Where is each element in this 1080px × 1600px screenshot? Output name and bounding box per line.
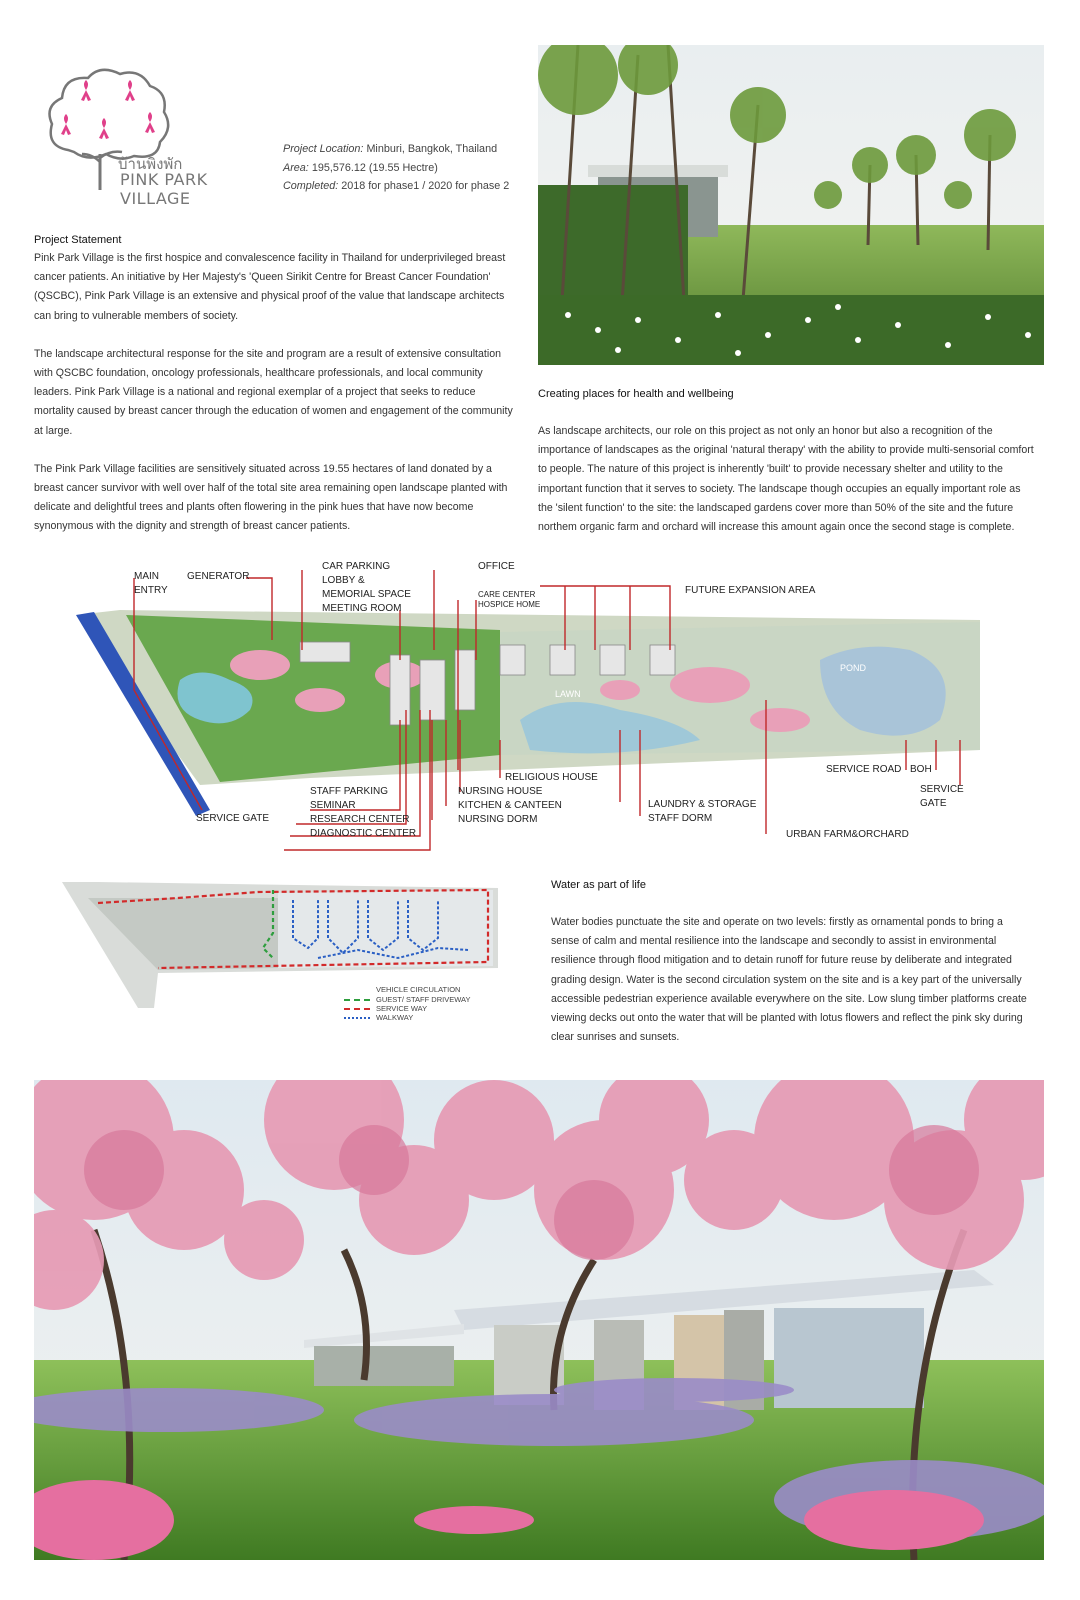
label-main-entry: MAIN ENTRY: [134, 571, 168, 596]
circulation-diagram: [58, 878, 508, 1048]
project-statement: [34, 234, 514, 537]
health-paragraph: As landscape architects, our role on this project as not only an honor but also a recognition of the importance of landscapes as the original 'natural therapy' with the ability to provide multi-sensorial comfort to people. The nature of this project is inherently 'built' to provide necessary shelter and utility to the important function that it serves to society. The landscape though occupies an equally important role as the 'silent function' to the site: the landscaped gardens cover more than 50% of the site and the future northem organic farm and orchard will increase this amount again once the second stage is complete.: [538, 425, 1034, 534]
legend-swatch-driveway: [344, 999, 370, 1001]
pond-label: POND: [840, 663, 867, 673]
logo-thai-name: บ้านพิงพัก: [118, 155, 183, 173]
legend-swatch-service: [344, 1008, 370, 1010]
location-label: Project Location:: [283, 143, 364, 155]
logo-name: PINK PARK VILLAGE: [120, 170, 208, 208]
circulation-legend: [344, 995, 514, 1022]
health-heading: Creating places for health and wellbeing: [538, 388, 734, 400]
statement-heading: Project Statement: [34, 234, 122, 246]
label-boh: BOH: [910, 764, 932, 775]
label-nursing: NURSING HOUSE KITCHEN & CANTEEN NURSING DORM: [458, 786, 562, 825]
label-generator: GENERATOR: [187, 571, 250, 582]
rendering-bottom: [34, 1080, 1044, 1560]
completed-value: 2018 for phase1 / 2020 for phase 2: [341, 180, 510, 192]
area-label: Area:: [283, 161, 309, 174]
legend-label: SERVICE WAY: [376, 1004, 428, 1013]
label-service-gate-right: SERVICE GATE: [920, 784, 964, 809]
lawn-label: LAWN: [555, 689, 581, 699]
logo: [40, 62, 270, 208]
statement-paragraph-3: The Pink Park Village facilities are sensitively situated across 19.55 hectares of land donated by a breast cancer survivor with well over half of the total site area remaining open landscape planted with delicate and delightful trees and plants often flowering in the pink hues that have now become synonymous with the dignity and strength of breast cancer patients.: [34, 462, 508, 533]
water-paragraph: Water bodies punctuate the site and operate on two levels: firstly as ornamental ponds to bring a sense of calm and mental resilience into the landscape and secondly to assist in environmental resilience through flood mitigation and to detain runoff for future reuse by deliberate and integrated grading design. Water is the second circulation system on the site and is a key part of the universally accessible pedestrian experience available everywhere on the site. Low slung timber platforms create viewing decks out onto the water that will be planted with lotus flowers and reflect the pink sky during clear sunrises and sunsets.: [551, 916, 1027, 1044]
label-service-road: SERVICE ROAD: [826, 764, 902, 775]
master-plan: [60, 561, 1060, 870]
legend-item: [344, 995, 514, 1004]
area-value: 195,576.12 (19.55 Hectre): [311, 161, 438, 174]
water-heading: Water as part of life: [551, 879, 646, 891]
legend-item: [344, 1013, 514, 1022]
completed-label: Completed:: [283, 180, 339, 192]
landscape-photo-top: [538, 45, 1044, 365]
water-section: [551, 879, 1031, 1047]
label-laundry: LAUNDRY & STORAGE STAFF DORM: [648, 799, 757, 824]
label-office: OFFICE: [478, 561, 515, 572]
label-service-gate-left: SERVICE GATE: [196, 813, 269, 824]
label-care-center: CARE CENTER HOSPICE HOME: [478, 590, 541, 609]
health-section: [538, 388, 1038, 537]
label-urban-farm: URBAN FARM&ORCHARD: [786, 829, 909, 840]
legend-label: WALKWAY: [376, 1013, 414, 1022]
legend-swatch-walkway: [344, 1017, 370, 1019]
label-staff-parking: STAFF PARKING SEMINAR RESEARCH CENTER DIAGNOSTIC CENTER: [310, 786, 417, 839]
legend-label: GUEST/ STAFF DRIVEWAY: [376, 995, 471, 1004]
statement-paragraph-1: Pink Park Village is the first hospice and convalescence facility in Thailand for underprivileged breast cancer patients. An initiative by Her Majesty's 'Queen Sirikit Centre for Breast Cancer Foundation' (QSCBC), Pink Park Village is an extensive and physical proof of the value that landscape architects can bring to vulnerable members of society.: [34, 252, 506, 322]
legend-title: VEHICLE CIRCULATION: [376, 985, 461, 994]
label-future-expansion: FUTURE EXPANSION AREA: [685, 585, 816, 596]
project-info: [283, 140, 523, 196]
label-religious-house: RELIGIOUS HOUSE: [505, 772, 598, 783]
statement-paragraph-2: The landscape architectural response for the site and program are a result of extensive consultation with QSCBC foundation, oncology professionals, healthcare professionals, and local community leaders. Pink Park Village is a national and regional exemplar of a project that seeks to reduce mortality caused by breast cancer through the education of women and engagement of the community at large.: [34, 347, 513, 437]
legend-item: [344, 1004, 514, 1013]
location-value: Minburi, Bangkok, Thailand: [366, 143, 498, 155]
label-car-parking: CAR PARKING LOBBY & MEMORIAL SPACE MEETING ROOM: [322, 561, 411, 614]
